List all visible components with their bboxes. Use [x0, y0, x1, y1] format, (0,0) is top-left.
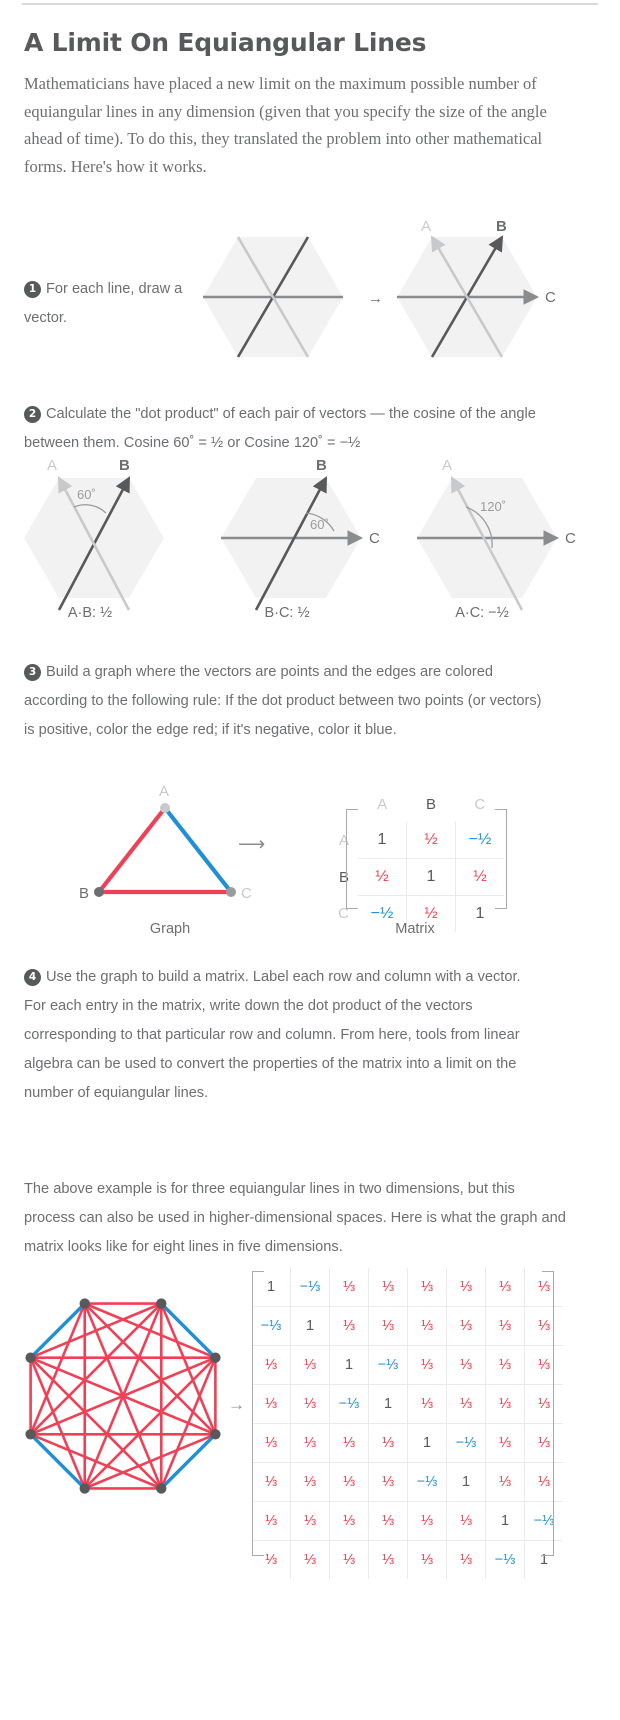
panel-bc-angle: 60˚: [310, 517, 329, 532]
matrix-8x8-cell: ⅓: [525, 1385, 564, 1424]
matrix-8x8-cell: ⅓: [291, 1346, 330, 1385]
matrix-8x8-cell: −⅓: [486, 1541, 525, 1580]
matrix-8x8-cell: ⅓: [486, 1268, 525, 1307]
matrix-8x8-cell: ⅓: [447, 1307, 486, 1346]
mx3-cell: ½: [407, 822, 456, 859]
matrix-8x8-cell: 1: [291, 1307, 330, 1346]
matrix-8x8-cell: ⅓: [525, 1424, 564, 1463]
step-1-arrow: →: [368, 290, 383, 307]
mx3-col-a: A: [377, 795, 388, 813]
matrix-8x8-cell: ⅓: [330, 1463, 369, 1502]
mx3-cell: ½: [358, 859, 407, 896]
matrix-8x8-cell: ⅓: [408, 1268, 447, 1307]
step-3-text: [24, 658, 544, 745]
matrix-8x8-cell: ⅓: [525, 1307, 564, 1346]
caption-ab: A·B: ½: [67, 605, 113, 621]
matrix-8x8-cell: 1: [330, 1346, 369, 1385]
matrix-8x8-cell: ⅓: [486, 1424, 525, 1463]
matrix-8x8-cell: −⅓: [330, 1385, 369, 1424]
mx3-col-c: C: [474, 795, 486, 813]
matrix-3x3: [322, 786, 504, 932]
matrix-8x8-cell: −⅓: [447, 1424, 486, 1463]
matrix-8x8-cell: ⅓: [369, 1502, 408, 1541]
matrix-8x8-cell: 1: [266, 1279, 276, 1295]
step-4-label: Use the graph to build a matrix. Label each row and column with a vector. For each entry in the matrix, write down the dot product of the vectors corresponding to that particular row and column. From here, tools from linear algebra can be used to convert the properties of the matrix into a limit on the number of equiangular lines.: [24, 969, 521, 1101]
mx3-row-a: A: [338, 831, 349, 849]
matrix-8x8-cell: ⅓: [525, 1463, 564, 1502]
matrix-8x8-cell: −⅓: [291, 1268, 330, 1307]
octagon-edge-blue: [31, 1434, 85, 1488]
matrix-8x8-cell: ⅓: [291, 1541, 330, 1580]
matrix-8x8-cell: ⅓: [252, 1502, 291, 1541]
matrix-8x8-cell: −⅓: [252, 1307, 291, 1346]
vector-label-c: C: [545, 289, 556, 306]
octagon-edge-red: [85, 1358, 216, 1489]
matrix-8x8-cell: ⅓: [369, 1307, 408, 1346]
matrix-8x8-cell: ⅓: [486, 1307, 525, 1346]
matrix-caption: Matrix: [395, 921, 435, 937]
octagon-vertex: [210, 1429, 220, 1439]
octagon-vertex: [156, 1483, 166, 1493]
graph-caption: Graph: [149, 921, 191, 937]
mx3-cell: 1: [456, 896, 505, 933]
triangle-graph: [75, 782, 265, 917]
panel-ac-label-a: A: [442, 457, 453, 474]
octagon-edge-blue: [161, 1304, 215, 1358]
graph-label-c: C: [241, 885, 252, 902]
caption-ac: A·C: −½: [455, 605, 509, 621]
big-graph-arrow: →: [228, 1395, 245, 1414]
step-2-label: Calculate the "dot product" of each pair of vectors — the cosine of the angle between them. Cosine 60˚ = ½ or Cosine 120˚ = −½: [24, 406, 536, 451]
octagon-vertex: [25, 1429, 35, 1439]
matrix-8x8-cell: ⅓: [408, 1346, 447, 1385]
matrix-8x8-row: [252, 1307, 563, 1346]
panel-bc-label-c: C: [369, 530, 380, 547]
panel-bc-label-b: B: [316, 457, 327, 474]
matrix-8x8-cell: −⅓: [408, 1463, 447, 1502]
panel-ab-label-b: B: [119, 457, 130, 474]
octagon-vertex: [210, 1353, 220, 1363]
matrix-8x8-cell: ⅓: [408, 1502, 447, 1541]
matrix-8x8-cell: 1: [369, 1385, 408, 1424]
mx3-cell: 1: [377, 831, 387, 848]
step-1-badge: 1: [24, 281, 41, 298]
matrix-8x8-cell: ⅓: [330, 1541, 369, 1580]
matrix-8x8-cell: ⅓: [330, 1424, 369, 1463]
matrix-8x8-cell: ⅓: [330, 1502, 369, 1541]
matrix-8x8-cell: ⅓: [291, 1502, 330, 1541]
matrix-8x8-cell: ⅓: [486, 1346, 525, 1385]
matrix-8x8-cell: ⅓: [525, 1346, 564, 1385]
mx3-row-b: B: [338, 868, 349, 886]
mx3-cell: 1: [407, 859, 456, 896]
octagon-edge-blue: [161, 1434, 215, 1488]
matrix-8x8-cell: ⅓: [252, 1385, 291, 1424]
matrix-8x8-row: [252, 1541, 563, 1580]
step3-arrow: ⟶: [238, 834, 266, 855]
octagon-vertex: [25, 1353, 35, 1363]
matrix-8x8-table: [252, 1268, 563, 1579]
matrix-8x8-cell: 1: [408, 1424, 447, 1463]
vector-label-a: A: [421, 218, 432, 235]
panel-ac-label-c: C: [565, 530, 576, 547]
octagon-edge-red: [31, 1304, 162, 1435]
hexagon-lines-plain: [203, 237, 343, 357]
step-2-text: [24, 400, 569, 458]
panel-ab-label-a: A: [47, 457, 58, 474]
matrix-8x8-cell: ⅓: [252, 1346, 291, 1385]
octagon-vertex: [80, 1298, 90, 1308]
panel-bc: [221, 457, 380, 610]
step-4-text: [24, 963, 544, 1108]
matrix-8x8-row: [252, 1385, 563, 1424]
octagon-edge-red: [85, 1304, 216, 1435]
matrix-8x8-cell: ⅓: [369, 1463, 408, 1502]
matrix-8x8-cell: ⅓: [447, 1268, 486, 1307]
caption-bc: B·C: ½: [264, 605, 310, 621]
matrix-8x8-cell: ⅓: [447, 1541, 486, 1580]
matrix-8x8-cell: ⅓: [291, 1424, 330, 1463]
mx3-col-b: B: [425, 795, 436, 813]
matrix-8x8-cell: ⅓: [408, 1307, 447, 1346]
matrix-8x8: [252, 1268, 563, 1579]
matrix-8x8-cell: ⅓: [252, 1463, 291, 1502]
closing-paragraph: The above example is for three equiangular lines in two dimensions, but this process can also be used in higher-dimensional spaces. Here is what the graph and matrix looks like for eight lines in five dimensions.: [24, 1181, 566, 1255]
matrix-8x8-cell: 1: [486, 1502, 525, 1541]
matrix-8x8-cell: ⅓: [369, 1268, 408, 1307]
graph-label-b: B: [79, 885, 90, 902]
panel-ab: [24, 457, 164, 610]
hexagon-vectors: [397, 218, 556, 357]
octagon-graph: [8, 1278, 238, 1513]
panel-ac-angle: 120˚: [480, 499, 507, 514]
octagon-vertex: [80, 1483, 90, 1493]
matrix-8x8-cell: −⅓: [525, 1502, 564, 1541]
matrix-8x8-cell: ⅓: [408, 1385, 447, 1424]
matrix-8x8-cell: ⅓: [447, 1385, 486, 1424]
vector-label-b: B: [496, 218, 507, 235]
panel-ab-angle: 60˚: [77, 487, 96, 502]
matrix-8x8-row: [252, 1268, 563, 1307]
step-2-badge: 2: [24, 406, 41, 423]
matrix-8x8-row: [252, 1424, 563, 1463]
matrix-8x8-row: [252, 1463, 563, 1502]
matrix-8x8-row: [252, 1502, 563, 1541]
step-3-badge: 3: [24, 664, 41, 681]
step-2-diagrams: [14, 455, 606, 625]
matrix-8x8-cell: ⅓: [330, 1268, 369, 1307]
top-divider: [22, 3, 598, 5]
matrix-8x8-cell: ⅓: [291, 1385, 330, 1424]
mx3-row-c: C: [338, 905, 349, 923]
step-1-label: For each line, draw a vector.: [24, 281, 183, 326]
matrix-8x8-cell: ⅓: [447, 1502, 486, 1541]
page-title: A Limit On Equiangular Lines: [24, 28, 427, 57]
matrix-8x8-cell: ⅓: [408, 1541, 447, 1580]
mx3-cell: ½: [407, 896, 456, 933]
octagon-edge-red: [31, 1358, 162, 1489]
graph-label-a: A: [159, 783, 170, 800]
matrix-8x8-cell: 1: [447, 1463, 486, 1502]
octagon-edge-blue: [31, 1304, 85, 1358]
matrix-8x8-cell: ⅓: [330, 1307, 369, 1346]
matrix-8x8-cell: ⅓: [252, 1541, 291, 1580]
mx3-cell: −½: [358, 896, 407, 933]
matrix-8x8-cell: −⅓: [369, 1346, 408, 1385]
matrix-8x8-cell: ⅓: [291, 1463, 330, 1502]
matrix-8x8-cell: ⅓: [525, 1268, 564, 1307]
matrix-8x8-cell: ⅓: [369, 1541, 408, 1580]
step-1-diagram: [200, 218, 590, 380]
mx3-cell: −½: [456, 822, 505, 859]
panel-ac: [417, 457, 576, 610]
step-1-text: [24, 275, 194, 333]
octagon-vertex: [156, 1298, 166, 1308]
mx3-cell: ½: [456, 859, 505, 896]
matrix-8x8-cell: ⅓: [447, 1346, 486, 1385]
matrix-8x8-row: [252, 1346, 563, 1385]
matrix-8x8-cell: ⅓: [486, 1463, 525, 1502]
matrix-8x8-cell: ⅓: [369, 1424, 408, 1463]
matrix-8x8-cell: 1: [525, 1541, 564, 1580]
intro-paragraph: Mathematicians have placed a new limit on the maximum possible number of equiangular lines in any dimension (given that you specify the size of the angle ahead of time). To do this, they translated the problem into other mathematical forms. Here's how it works.: [24, 74, 547, 176]
step-3-label: Build a graph where the vectors are points and the edges are colored according to the following rule: If the dot product between two points (or vectors) is positive, color the edge red; if it's negative, color it blue.: [24, 664, 542, 738]
step-4-badge: 4: [24, 969, 41, 986]
matrix-8x8-cell: ⅓: [252, 1424, 291, 1463]
matrix-8x8-cell: ⅓: [486, 1385, 525, 1424]
